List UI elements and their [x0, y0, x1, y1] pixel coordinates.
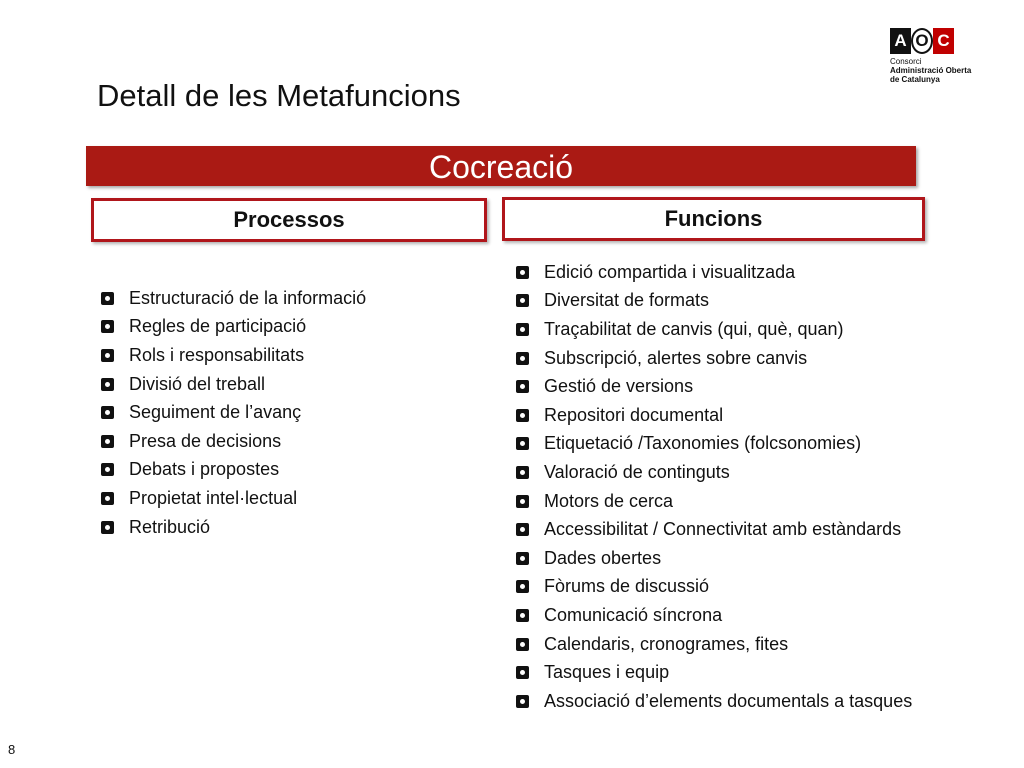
- list-item: [101, 456, 366, 485]
- bullet-icon: [101, 521, 114, 534]
- list-item: [516, 458, 912, 487]
- processos-header: Processos: [91, 198, 487, 242]
- logo-letter-o: O: [911, 28, 933, 54]
- logo-line-3: de Catalunya: [890, 75, 940, 84]
- logo-letter-a: A: [890, 28, 911, 54]
- list-item-text: Subscripció, alertes sobre canvis: [544, 347, 808, 368]
- list-item-text: Comunicació síncrona: [544, 604, 723, 625]
- list-item: [101, 370, 366, 399]
- list-item-text: Fòrums de discussió: [544, 576, 710, 597]
- list-item: [516, 287, 912, 316]
- logo-caption: [890, 57, 1020, 84]
- bullet-icon: [516, 437, 529, 450]
- list-item-text: Associació d’elements documentals a tasques: [544, 690, 913, 711]
- list-item: [101, 284, 366, 313]
- bullet-icon: [101, 292, 114, 305]
- list-item-text: Divisió del treball: [129, 373, 266, 394]
- cocreacio-banner: Cocreació: [86, 146, 916, 186]
- list-item-text: Propietat intel·lectual: [129, 487, 298, 508]
- bullet-icon: [516, 495, 529, 508]
- list-item-text: Presa de decisions: [129, 430, 282, 451]
- list-item-text: Accessibilitat / Connectivitat amb estàndards: [544, 519, 902, 540]
- list-item-text: Tasques i equip: [544, 662, 670, 683]
- list-item-text: Dades obertes: [544, 547, 662, 568]
- list-item: [101, 513, 366, 542]
- list-item: [516, 544, 912, 573]
- list-item-text: Valoració de continguts: [544, 461, 730, 482]
- logo-letter-c: C: [933, 28, 954, 54]
- bullet-icon: [516, 695, 529, 708]
- list-item: [101, 427, 366, 456]
- list-item-text: Motors de cerca: [544, 490, 674, 511]
- list-item: [516, 487, 912, 516]
- list-item-text: Regles de participació: [129, 316, 307, 337]
- bullet-icon: [516, 294, 529, 307]
- aoc-logo: [890, 28, 1020, 88]
- slide-title: Detall de les Metafuncions: [97, 78, 461, 113]
- funcions-list: [516, 258, 912, 716]
- bullet-icon: [516, 523, 529, 536]
- logo-line-1: Consorci: [890, 57, 922, 66]
- bullet-icon: [516, 352, 529, 365]
- bullet-icon: [516, 323, 529, 336]
- logo-line-2: Administració Oberta: [890, 66, 972, 75]
- list-item: [516, 430, 912, 459]
- bullet-icon: [516, 266, 529, 279]
- list-item-text: Calendaris, cronogrames, fites: [544, 633, 789, 654]
- bullet-icon: [101, 378, 114, 391]
- list-item: [516, 687, 912, 716]
- list-item-text: Seguiment de l’avanç: [129, 402, 302, 423]
- list-item: [101, 313, 366, 342]
- bullet-icon: [516, 609, 529, 622]
- list-item-text: Estructuració de la informació: [129, 287, 367, 308]
- list-item-text: Edició compartida i visualitzada: [544, 261, 796, 282]
- bullet-icon: [101, 463, 114, 476]
- list-item: [516, 601, 912, 630]
- list-item-text: Gestió de versions: [544, 376, 694, 397]
- list-item: [516, 315, 912, 344]
- list-item-text: Repositori documental: [544, 404, 724, 425]
- list-item: [516, 401, 912, 430]
- bullet-icon: [516, 380, 529, 393]
- list-item-text: Diversitat de formats: [544, 290, 710, 311]
- list-item-text: Traçabilitat de canvis (qui, què, quan): [544, 318, 844, 339]
- list-item: [516, 573, 912, 602]
- list-item-text: Etiquetació /Taxonomies (folcsonomies): [544, 433, 862, 454]
- list-item: [516, 372, 912, 401]
- list-item: [516, 344, 912, 373]
- bullet-icon: [516, 666, 529, 679]
- funcions-header: Funcions: [502, 197, 925, 241]
- list-item-text: Retribució: [129, 516, 211, 537]
- bullet-icon: [101, 406, 114, 419]
- bullet-icon: [516, 466, 529, 479]
- bullet-icon: [101, 435, 114, 448]
- list-item: [101, 341, 366, 370]
- bullet-icon: [101, 349, 114, 362]
- bullet-icon: [516, 409, 529, 422]
- list-item: [101, 484, 366, 513]
- list-item: [101, 398, 366, 427]
- list-item-text: Rols i responsabilitats: [129, 344, 305, 365]
- bullet-icon: [101, 320, 114, 333]
- bullet-icon: [101, 492, 114, 505]
- bullet-icon: [516, 638, 529, 651]
- list-item-text: Debats i propostes: [129, 459, 280, 480]
- page-number: 8: [8, 742, 16, 757]
- list-item: [516, 658, 912, 687]
- list-item: [516, 630, 912, 659]
- aoc-logo-mark: [890, 28, 1020, 54]
- processos-list: [101, 284, 366, 541]
- list-item: [516, 515, 912, 544]
- list-item: [516, 258, 912, 287]
- bullet-icon: [516, 552, 529, 565]
- bullet-icon: [516, 580, 529, 593]
